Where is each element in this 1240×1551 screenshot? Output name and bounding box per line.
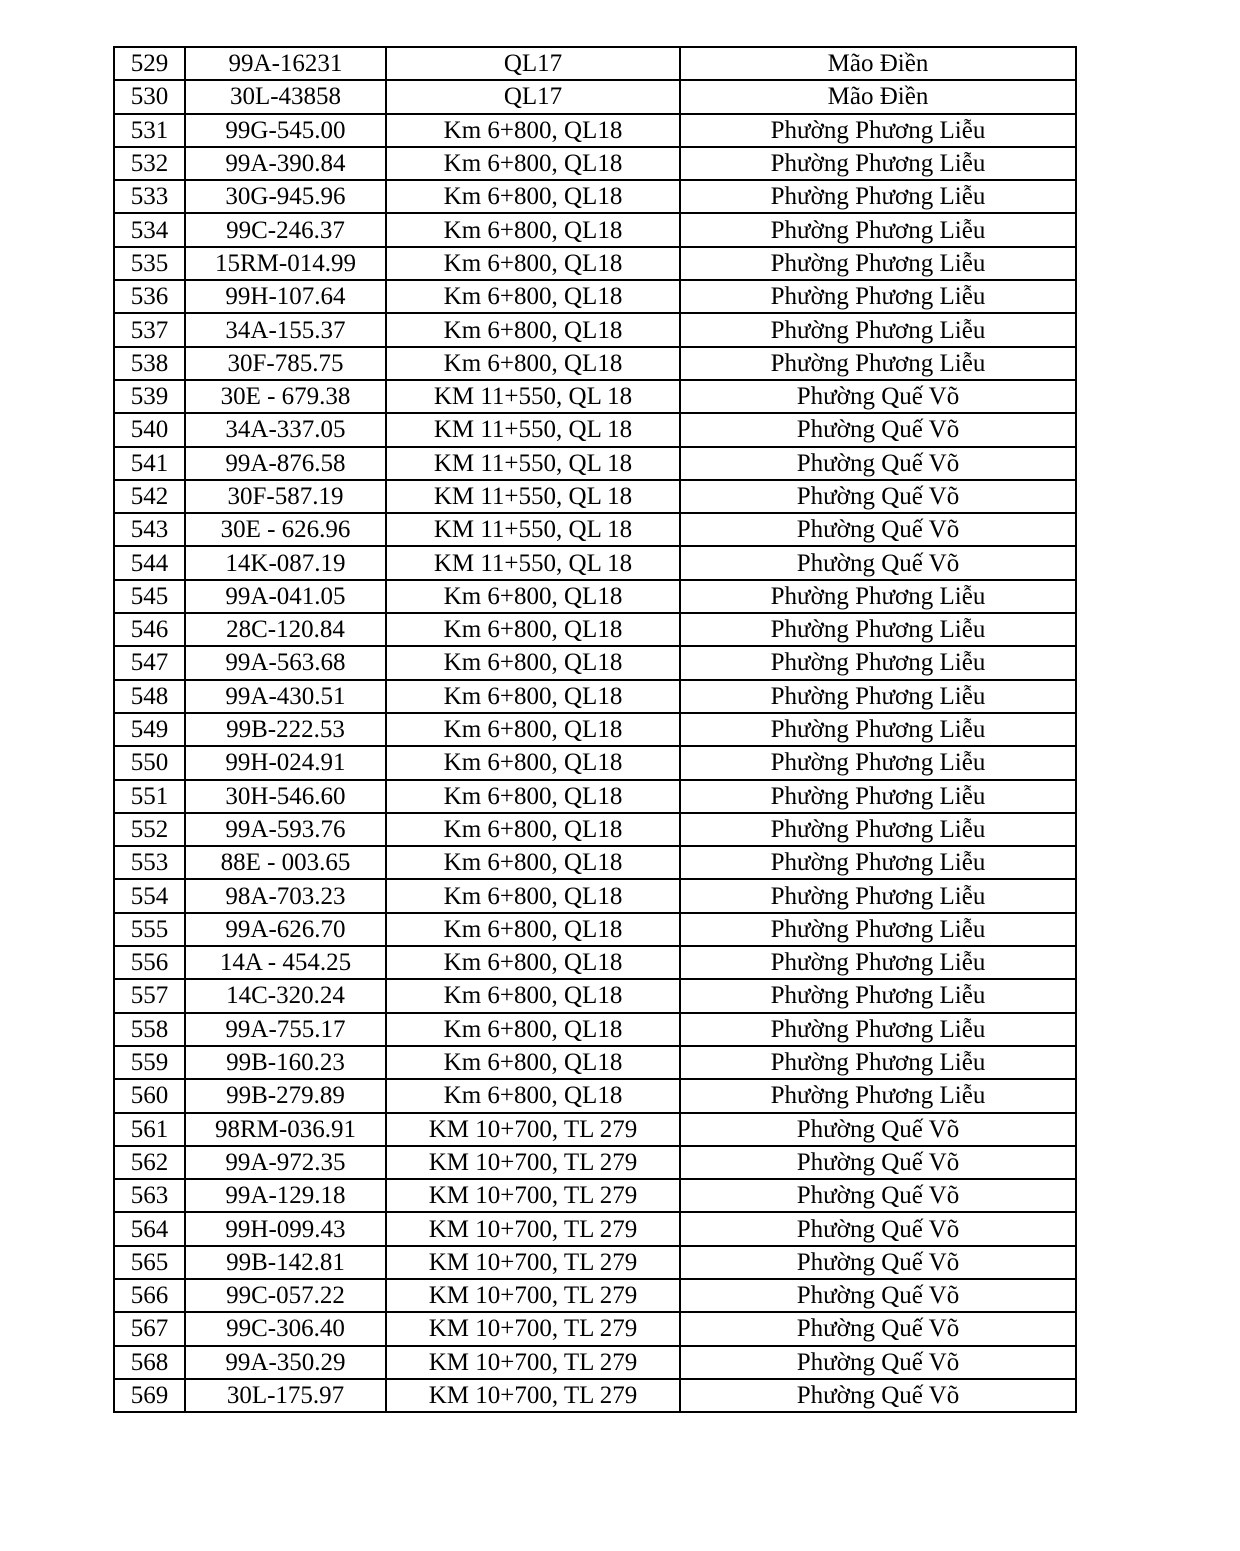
cell-number: 564 <box>114 1212 185 1245</box>
cell-plate: 34A-155.37 <box>185 313 386 346</box>
cell-plate: 98A-703.23 <box>185 879 386 912</box>
cell-plate: 99A-972.35 <box>185 1146 386 1179</box>
cell-number: 558 <box>114 1013 185 1046</box>
cell-location: Km 6+800, QL18 <box>386 613 680 646</box>
cell-unit: Phường Phương Liễu <box>680 613 1076 646</box>
cell-number: 565 <box>114 1246 185 1279</box>
table-row <box>114 780 1076 813</box>
table-row <box>114 979 1076 1012</box>
cell-number: 561 <box>114 1113 185 1146</box>
cell-number: 560 <box>114 1079 185 1112</box>
cell-location: KM 11+550, QL 18 <box>386 447 680 480</box>
cell-location: Km 6+800, QL18 <box>386 580 680 613</box>
table-row <box>114 1312 1076 1345</box>
cell-number: 546 <box>114 613 185 646</box>
cell-number: 568 <box>114 1346 185 1379</box>
table-row <box>114 1179 1076 1212</box>
cell-plate: 99A-755.17 <box>185 1013 386 1046</box>
table-row <box>114 447 1076 480</box>
table-row <box>114 713 1076 746</box>
cell-location: KM 11+550, QL 18 <box>386 380 680 413</box>
cell-number: 536 <box>114 280 185 313</box>
table-row <box>114 1346 1076 1379</box>
cell-unit: Phường Phương Liễu <box>680 580 1076 613</box>
cell-plate: 99A-041.05 <box>185 580 386 613</box>
cell-unit: Phường Phương Liễu <box>680 913 1076 946</box>
table-row <box>114 546 1076 579</box>
cell-location: Km 6+800, QL18 <box>386 846 680 879</box>
cell-plate: 14C-320.24 <box>185 979 386 1012</box>
cell-unit: Phường Phương Liễu <box>680 879 1076 912</box>
cell-number: 559 <box>114 1046 185 1079</box>
cell-unit: Phường Quế Võ <box>680 1346 1076 1379</box>
cell-location: KM 11+550, QL 18 <box>386 546 680 579</box>
cell-unit: Phường Quế Võ <box>680 546 1076 579</box>
cell-location: Km 6+800, QL18 <box>386 1046 680 1079</box>
cell-plate: 99A-563.68 <box>185 646 386 679</box>
cell-plate: 99B-142.81 <box>185 1246 386 1279</box>
table-row <box>114 1079 1076 1112</box>
cell-location: Km 6+800, QL18 <box>386 247 680 280</box>
cell-plate: 99A-876.58 <box>185 447 386 480</box>
cell-location: Km 6+800, QL18 <box>386 180 680 213</box>
table-row <box>114 1246 1076 1279</box>
cell-location: Km 6+800, QL18 <box>386 979 680 1012</box>
cell-unit: Phường Phương Liễu <box>680 1079 1076 1112</box>
cell-plate: 30L-43858 <box>185 80 386 113</box>
cell-unit: Phường Phương Liễu <box>680 180 1076 213</box>
cell-number: 540 <box>114 413 185 446</box>
cell-location: Km 6+800, QL18 <box>386 147 680 180</box>
cell-location: Km 6+800, QL18 <box>386 646 680 679</box>
cell-location: KM 10+700, TL 279 <box>386 1346 680 1379</box>
cell-unit: Phường Phương Liễu <box>680 313 1076 346</box>
cell-unit: Phường Phương Liễu <box>680 813 1076 846</box>
cell-plate: 98RM-036.91 <box>185 1113 386 1146</box>
cell-unit: Phường Phương Liễu <box>680 347 1076 380</box>
cell-number: 553 <box>114 846 185 879</box>
cell-plate: 15RM-014.99 <box>185 247 386 280</box>
cell-unit: Phường Quế Võ <box>680 413 1076 446</box>
cell-plate: 99A-350.29 <box>185 1346 386 1379</box>
cell-number: 533 <box>114 180 185 213</box>
cell-unit: Phường Quế Võ <box>680 513 1076 546</box>
cell-location: KM 10+700, TL 279 <box>386 1113 680 1146</box>
cell-unit: Phường Phương Liễu <box>680 746 1076 779</box>
cell-number: 545 <box>114 580 185 613</box>
cell-location: QL17 <box>386 80 680 113</box>
cell-unit: Phường Phương Liễu <box>680 247 1076 280</box>
cell-location: Km 6+800, QL18 <box>386 946 680 979</box>
cell-location: Km 6+800, QL18 <box>386 347 680 380</box>
cell-number: 547 <box>114 646 185 679</box>
cell-number: 539 <box>114 380 185 413</box>
cell-location: KM 10+700, TL 279 <box>386 1279 680 1312</box>
cell-plate: 99A-16231 <box>185 47 386 80</box>
table-row <box>114 380 1076 413</box>
cell-unit: Phường Quế Võ <box>680 1312 1076 1345</box>
cell-number: 550 <box>114 746 185 779</box>
cell-unit: Mão Điền <box>680 80 1076 113</box>
cell-location: Km 6+800, QL18 <box>386 913 680 946</box>
cell-plate: 30E - 626.96 <box>185 513 386 546</box>
cell-number: 552 <box>114 813 185 846</box>
cell-number: 557 <box>114 979 185 1012</box>
table-row <box>114 813 1076 846</box>
cell-location: Km 6+800, QL18 <box>386 213 680 246</box>
cell-plate: 99C-306.40 <box>185 1312 386 1345</box>
table-row <box>114 846 1076 879</box>
cell-unit: Phường Phương Liễu <box>680 780 1076 813</box>
cell-number: 563 <box>114 1179 185 1212</box>
cell-unit: Phường Quế Võ <box>680 1279 1076 1312</box>
cell-location: Km 6+800, QL18 <box>386 280 680 313</box>
cell-plate: 99H-024.91 <box>185 746 386 779</box>
cell-number: 542 <box>114 480 185 513</box>
cell-number: 530 <box>114 80 185 113</box>
cell-number: 554 <box>114 879 185 912</box>
table-row <box>114 746 1076 779</box>
cell-unit: Phường Phương Liễu <box>680 646 1076 679</box>
cell-unit: Phường Quế Võ <box>680 1246 1076 1279</box>
cell-plate: 99H-099.43 <box>185 1212 386 1245</box>
cell-plate: 99A-390.84 <box>185 147 386 180</box>
table-row <box>114 1379 1076 1412</box>
table-row <box>114 1279 1076 1312</box>
table-row <box>114 147 1076 180</box>
cell-plate: 88E - 003.65 <box>185 846 386 879</box>
table-row <box>114 879 1076 912</box>
table-row <box>114 1046 1076 1079</box>
cell-plate: 99A-129.18 <box>185 1179 386 1212</box>
cell-plate: 99B-160.23 <box>185 1046 386 1079</box>
cell-number: 569 <box>114 1379 185 1412</box>
cell-unit: Phường Phương Liễu <box>680 979 1076 1012</box>
table-row <box>114 47 1076 80</box>
cell-location: QL17 <box>386 47 680 80</box>
cell-plate: 30L-175.97 <box>185 1379 386 1412</box>
cell-number: 567 <box>114 1312 185 1345</box>
cell-unit: Phường Quế Võ <box>680 1379 1076 1412</box>
cell-number: 544 <box>114 546 185 579</box>
cell-number: 532 <box>114 147 185 180</box>
cell-plate: 14K-087.19 <box>185 546 386 579</box>
cell-unit: Phường Phương Liễu <box>680 147 1076 180</box>
cell-location: Km 6+800, QL18 <box>386 813 680 846</box>
table-row <box>114 613 1076 646</box>
cell-plate: 99C-057.22 <box>185 1279 386 1312</box>
cell-location: KM 10+700, TL 279 <box>386 1246 680 1279</box>
cell-location: KM 10+700, TL 279 <box>386 1379 680 1412</box>
cell-unit: Phường Phương Liễu <box>680 680 1076 713</box>
cell-number: 566 <box>114 1279 185 1312</box>
cell-location: Km 6+800, QL18 <box>386 780 680 813</box>
cell-unit: Phường Phương Liễu <box>680 846 1076 879</box>
cell-plate: 99B-279.89 <box>185 1079 386 1112</box>
cell-plate: 14A - 454.25 <box>185 946 386 979</box>
cell-number: 548 <box>114 680 185 713</box>
cell-unit: Phường Quế Võ <box>680 1146 1076 1179</box>
cell-plate: 99B-222.53 <box>185 713 386 746</box>
table-row <box>114 1013 1076 1046</box>
cell-location: KM 11+550, QL 18 <box>386 413 680 446</box>
table-row <box>114 413 1076 446</box>
table-row <box>114 1113 1076 1146</box>
cell-location: KM 11+550, QL 18 <box>386 480 680 513</box>
cell-unit: Mão Điền <box>680 47 1076 80</box>
table-row <box>114 680 1076 713</box>
table-row <box>114 946 1076 979</box>
cell-unit: Phường Quế Võ <box>680 1113 1076 1146</box>
table-row <box>114 80 1076 113</box>
cell-location: KM 10+700, TL 279 <box>386 1179 680 1212</box>
table-row <box>114 480 1076 513</box>
cell-location: Km 6+800, QL18 <box>386 680 680 713</box>
cell-plate: 30F-785.75 <box>185 347 386 380</box>
cell-number: 551 <box>114 780 185 813</box>
table-row <box>114 580 1076 613</box>
cell-unit: Phường Quế Võ <box>680 380 1076 413</box>
cell-plate: 30E - 679.38 <box>185 380 386 413</box>
cell-unit: Phường Phương Liễu <box>680 114 1076 147</box>
table-row <box>114 180 1076 213</box>
cell-unit: Phường Phương Liễu <box>680 713 1076 746</box>
cell-plate: 30G-945.96 <box>185 180 386 213</box>
cell-unit: Phường Phương Liễu <box>680 1013 1076 1046</box>
cell-plate: 99C-246.37 <box>185 213 386 246</box>
cell-location: KM 10+700, TL 279 <box>386 1312 680 1345</box>
cell-location: KM 10+700, TL 279 <box>386 1212 680 1245</box>
table-row <box>114 313 1076 346</box>
records-table <box>113 46 1077 1413</box>
cell-number: 535 <box>114 247 185 280</box>
cell-location: Km 6+800, QL18 <box>386 713 680 746</box>
cell-plate: 34A-337.05 <box>185 413 386 446</box>
table-row <box>114 247 1076 280</box>
cell-number: 555 <box>114 913 185 946</box>
cell-location: Km 6+800, QL18 <box>386 114 680 147</box>
cell-location: Km 6+800, QL18 <box>386 1013 680 1046</box>
cell-plate: 99A-593.76 <box>185 813 386 846</box>
cell-location: Km 6+800, QL18 <box>386 1079 680 1112</box>
cell-unit: Phường Quế Võ <box>680 480 1076 513</box>
cell-location: KM 10+700, TL 279 <box>386 1146 680 1179</box>
table-row <box>114 913 1076 946</box>
cell-plate: 99A-430.51 <box>185 680 386 713</box>
cell-unit: Phường Quế Võ <box>680 447 1076 480</box>
cell-unit: Phường Phương Liễu <box>680 946 1076 979</box>
cell-number: 543 <box>114 513 185 546</box>
cell-unit: Phường Quế Võ <box>680 1179 1076 1212</box>
cell-location: Km 6+800, QL18 <box>386 879 680 912</box>
cell-plate: 28C-120.84 <box>185 613 386 646</box>
cell-number: 531 <box>114 114 185 147</box>
cell-number: 537 <box>114 313 185 346</box>
cell-number: 549 <box>114 713 185 746</box>
cell-number: 562 <box>114 1146 185 1179</box>
cell-unit: Phường Quế Võ <box>680 1212 1076 1245</box>
cell-number: 556 <box>114 946 185 979</box>
table-row <box>114 1212 1076 1245</box>
cell-location: Km 6+800, QL18 <box>386 313 680 346</box>
cell-number: 534 <box>114 213 185 246</box>
cell-unit: Phường Phương Liễu <box>680 280 1076 313</box>
table-row <box>114 280 1076 313</box>
table-row <box>114 1146 1076 1179</box>
cell-plate: 30H-546.60 <box>185 780 386 813</box>
cell-plate: 30F-587.19 <box>185 480 386 513</box>
cell-unit: Phường Phương Liễu <box>680 1046 1076 1079</box>
records-body <box>114 47 1076 1412</box>
cell-plate: 99H-107.64 <box>185 280 386 313</box>
cell-location: KM 11+550, QL 18 <box>386 513 680 546</box>
table-row <box>114 513 1076 546</box>
cell-number: 541 <box>114 447 185 480</box>
cell-number: 529 <box>114 47 185 80</box>
table-row <box>114 347 1076 380</box>
cell-unit: Phường Phương Liễu <box>680 213 1076 246</box>
cell-plate: 99G-545.00 <box>185 114 386 147</box>
table-row <box>114 646 1076 679</box>
table-row <box>114 213 1076 246</box>
table-row <box>114 114 1076 147</box>
cell-plate: 99A-626.70 <box>185 913 386 946</box>
cell-location: Km 6+800, QL18 <box>386 746 680 779</box>
cell-number: 538 <box>114 347 185 380</box>
